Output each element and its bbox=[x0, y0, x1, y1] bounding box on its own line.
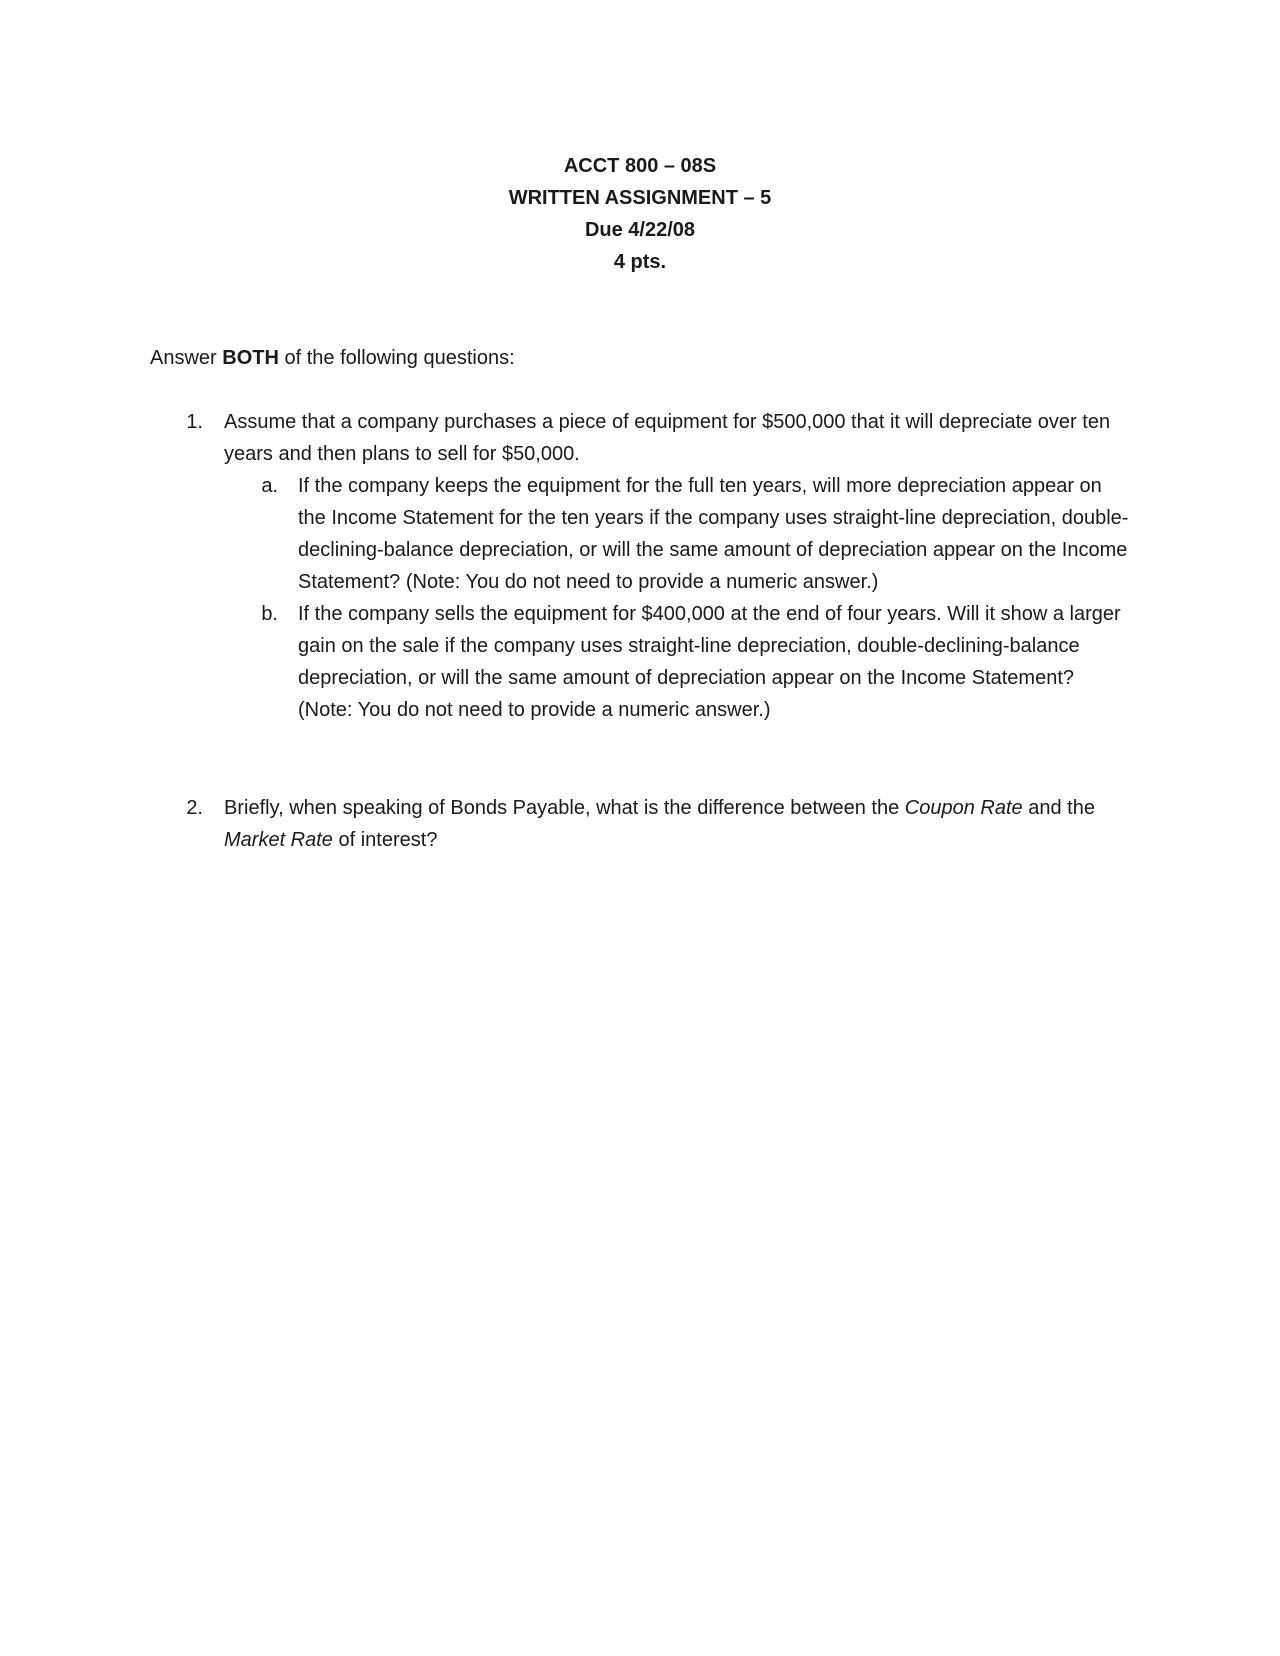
question-1 bbox=[150, 406, 1130, 726]
course-title: ACCT 800 – 08S bbox=[563, 155, 717, 177]
question-number: 2. bbox=[186, 797, 203, 819]
instructions-lead: Answer bbox=[150, 347, 223, 369]
due-date: Due 4/22/08 bbox=[584, 219, 696, 241]
question-text: Assume that a company purchases a piece of equipment for $500,000 that it will depreciate over ten years and then plans to sell for $50,000. bbox=[224, 411, 1111, 465]
market-rate-term: Market Rate bbox=[224, 829, 333, 851]
coupon-rate-term: Coupon Rate bbox=[904, 797, 1023, 819]
subquestion-text: If the company sells the equipment for $400,000 at the end of four years. Will it show a larger gain on the sale if the company uses straight-line depreciation, double-declining-balance depreciation, or will the same amount of depreciation appear on the Income Statement? (Note: You do not need to provide a numeric answer.) bbox=[298, 603, 1121, 721]
points-value: 4 pts. bbox=[613, 251, 667, 273]
question-2 bbox=[150, 792, 1130, 856]
question-text-part: and the bbox=[1022, 797, 1095, 819]
question-text-part: of interest? bbox=[332, 829, 438, 851]
instructions bbox=[150, 342, 515, 374]
document-header bbox=[0, 150, 1280, 278]
instructions-tail: of the following questions: bbox=[278, 347, 515, 369]
subquestion-b bbox=[224, 598, 1130, 726]
assignment-title: WRITTEN ASSIGNMENT – 5 bbox=[508, 187, 772, 209]
subquestion-text: If the company keeps the equipment for the full ten years, will more depreciation appear on the Income Statement for the ten years if the company uses straight-line depreciation, double-declining-balance depreciation, or will the same amount of depreciation appear on the Income Statement? (Note: You do not need to provide a numeric answer.) bbox=[298, 475, 1129, 593]
subquestion-label: a. bbox=[261, 475, 278, 497]
question-number: 1. bbox=[186, 411, 203, 433]
instructions-emphasis: BOTH bbox=[222, 347, 279, 369]
subquestion-label: b. bbox=[261, 603, 278, 625]
question-text bbox=[224, 792, 1130, 856]
subquestion-a bbox=[224, 470, 1130, 598]
question-text-part: Briefly, when speaking of Bonds Payable, what is the difference between the bbox=[224, 797, 905, 819]
